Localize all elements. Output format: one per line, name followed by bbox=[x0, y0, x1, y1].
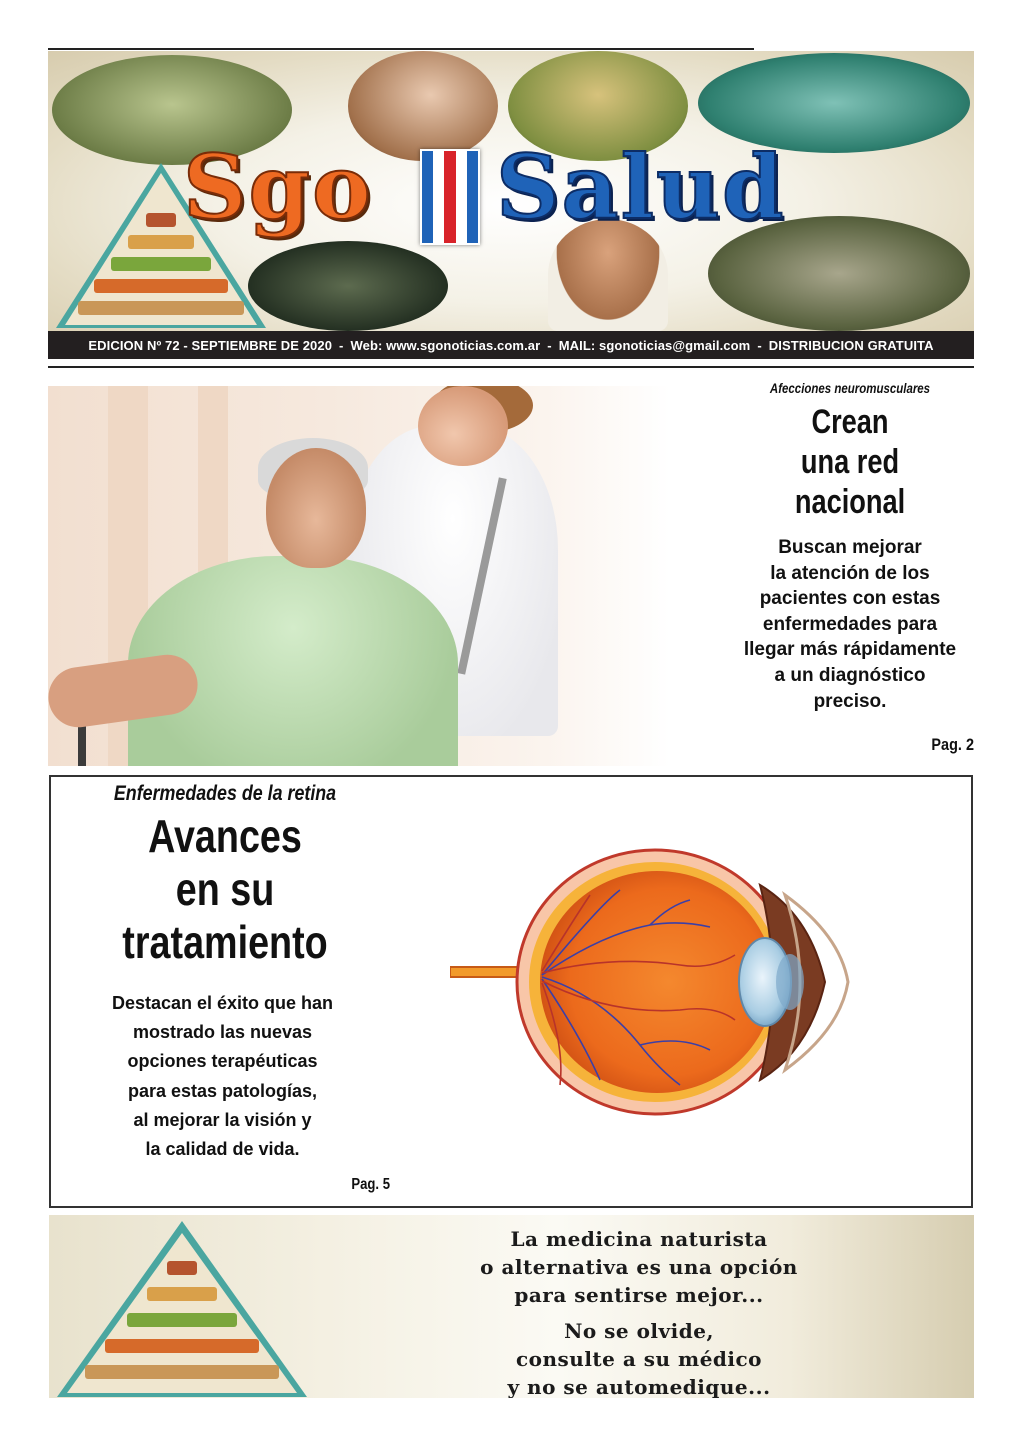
summary-line: para estas patologías, bbox=[127, 1080, 318, 1101]
headline-line: Crean bbox=[811, 403, 889, 441]
eye-anatomy-illustration bbox=[450, 845, 850, 1125]
banner-message bbox=[349, 1225, 929, 1398]
summary-line: la atención de los bbox=[770, 562, 930, 584]
email-link[interactable]: MAIL: sgonoticias@gmail.com bbox=[558, 337, 751, 353]
section-divider bbox=[48, 366, 974, 368]
masthead-collage-image bbox=[48, 51, 974, 331]
summary-line: al mejorar la visión y bbox=[133, 1109, 312, 1130]
article1-headline[interactable] bbox=[722, 402, 978, 522]
headline-line: una red bbox=[800, 443, 900, 481]
brand-logo bbox=[48, 135, 974, 253]
banner-line: La medicina naturista bbox=[510, 1227, 768, 1251]
separator: - bbox=[339, 337, 344, 353]
summary-line: enfermedades para bbox=[762, 613, 938, 635]
summary-line: la calidad de vida. bbox=[145, 1139, 300, 1160]
summary-line: Destacan el éxito que han bbox=[111, 993, 334, 1013]
separator: - bbox=[547, 337, 552, 353]
summary-line: preciso. bbox=[813, 690, 887, 712]
banner-line: consulte a su médico bbox=[515, 1347, 763, 1371]
masthead bbox=[48, 48, 974, 360]
banner-line: o alternativa es una opción bbox=[480, 1255, 798, 1279]
website-link[interactable]: Web: www.sgonoticias.com.ar bbox=[350, 337, 541, 353]
headline-line: nacional bbox=[794, 483, 906, 521]
headline-line: Avances bbox=[148, 810, 302, 862]
edition-number: EDICION Nº 72 - SEPTIEMBRE DE 2020 bbox=[88, 337, 333, 353]
summary-line: llegar más rápidamente bbox=[743, 639, 957, 661]
banner-line: y no se automedique... bbox=[507, 1375, 771, 1398]
masthead-top-rule bbox=[48, 48, 754, 50]
summary-line: pacientes con estas bbox=[759, 588, 941, 610]
food-pyramid-icon bbox=[57, 1221, 307, 1397]
headline-line: en su bbox=[175, 863, 275, 915]
distribution-note: DISTRIBUCION GRATUITA bbox=[768, 337, 934, 353]
article2-headline[interactable] bbox=[90, 810, 361, 969]
santiago-flag-icon bbox=[420, 149, 480, 245]
article1-summary bbox=[720, 535, 980, 714]
article2-page-ref[interactable]: Pag. 5 bbox=[351, 1176, 390, 1193]
summary-line: opciones terapéuticas bbox=[127, 1051, 318, 1072]
article2-summary bbox=[80, 989, 365, 1164]
summary-line: Buscan mejorar bbox=[778, 537, 922, 558]
brand-title-salud: Salud bbox=[496, 135, 786, 239]
article2-kicker: Enfermedades de la retina bbox=[113, 782, 337, 805]
separator: - bbox=[757, 337, 762, 353]
summary-line: mostrado las nuevas bbox=[132, 1022, 313, 1043]
dumbbells-fruit-photo bbox=[248, 241, 448, 331]
article1-photo-patient-nurse bbox=[48, 386, 670, 766]
summary-line: a un diagnóstico bbox=[774, 664, 926, 686]
article1-page-ref[interactable]: Pag. 2 bbox=[931, 735, 974, 754]
banner-line: para sentirse mejor... bbox=[514, 1283, 764, 1307]
edition-info-bar bbox=[48, 331, 974, 359]
banner-line: No se olvide, bbox=[564, 1319, 714, 1343]
headline-line: tratamiento bbox=[122, 916, 328, 968]
article1-kicker: Afecciones neuromusculares bbox=[769, 380, 931, 396]
naturist-medicine-banner bbox=[49, 1215, 974, 1398]
brand-title-sgo: Sgo bbox=[183, 135, 373, 239]
